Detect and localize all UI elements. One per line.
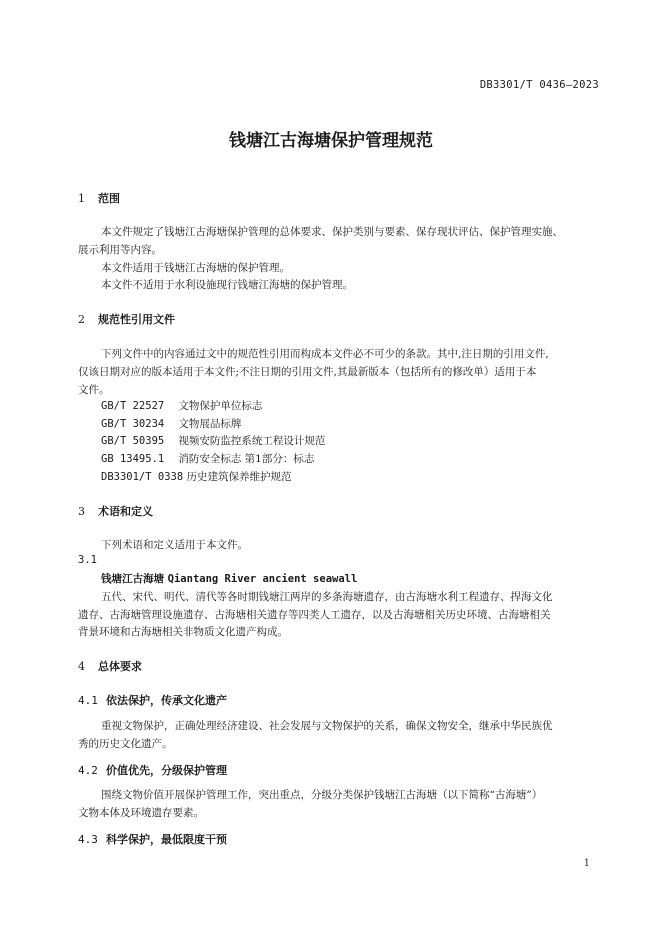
- reference-code: GB/T 50395: [101, 435, 165, 447]
- paragraph-line: 仅该日期对应的版本适用于本文件;不注日期的引用文件,其最新版本（包括所有的修改单）适用于本: [78, 366, 537, 378]
- paragraph-line: 本文件适用于钱塘江古海塘的保护管理。: [101, 262, 290, 274]
- subsection-heading-4-3: [78, 831, 227, 847]
- subsection-number: 4.1: [78, 694, 98, 707]
- paragraph-line: 秀的历史文化遗产。: [78, 738, 173, 750]
- paragraph-line: 下列文件中的内容通过文中的规范性引用而构成本文件必不可少的条款。其中,注日期的引用文件,: [101, 348, 549, 360]
- reference-title: 历史建筑保养维护规范: [186, 471, 292, 483]
- section-heading-4: [78, 658, 142, 674]
- reference-code: GB 13495.1: [101, 453, 165, 465]
- reference-item: [101, 398, 262, 413]
- paragraph-line: 遗存、古海塘管理设施遗存、古海塘相关遗存等四类人工遗存，以及古海塘相关历史环境、古海塘相关: [78, 609, 551, 621]
- term-heading: [101, 571, 357, 586]
- section-number: 3: [78, 505, 85, 518]
- page-title: 钱塘江古海塘保护管理规范: [229, 131, 433, 151]
- reference-code: GB/T 30234: [101, 418, 165, 430]
- section-number: 4: [78, 660, 85, 673]
- paragraph-line: 下列术语和定义适用于本文件。: [101, 539, 248, 551]
- reference-item: [101, 433, 325, 448]
- subsection-number: 4.2: [78, 764, 98, 777]
- reference-item: [101, 451, 314, 466]
- reference-title: 文物保护单位标志: [178, 400, 263, 412]
- section-title: 范围: [98, 192, 120, 205]
- section-heading-1: [78, 190, 120, 206]
- section-number: 1: [78, 192, 85, 205]
- reference-item: [101, 469, 292, 484]
- subsection-heading-4-2: [78, 762, 227, 778]
- subsection-title: 依法保护，传承文化遗产: [106, 694, 227, 707]
- page-number: 1: [583, 858, 590, 869]
- subsection-heading-4-1: [78, 692, 227, 708]
- section-heading-2: [78, 311, 175, 327]
- reference-title: 视频安防监控系统工程设计规范: [178, 435, 326, 447]
- section-title: 规范性引用文件: [98, 313, 175, 326]
- reference-item: [101, 416, 241, 431]
- document-id: DB3301/T 0436—2023: [479, 79, 599, 91]
- paragraph-line: 文物本体及环境遗存要素。: [78, 807, 204, 819]
- section-number: 2: [78, 313, 85, 326]
- subsection-number: 4.3: [78, 833, 98, 846]
- reference-code: DB3301/T 0338: [101, 471, 184, 483]
- paragraph-line: 围绕文物价值开展保护管理工作，突出重点，分级分类保护钱塘江古海塘（以下简称“古海塘”）: [101, 789, 543, 801]
- section-title: 术语和定义: [98, 505, 153, 518]
- reference-code: GB/T 22527: [101, 400, 165, 412]
- section-title: 总体要求: [98, 660, 142, 673]
- paragraph-line: 展示利用等内容。: [78, 244, 162, 256]
- term-chinese: 钱塘江古海塘: [101, 573, 164, 585]
- term-english: Qiantang River ancient seawall: [167, 573, 358, 585]
- subsection-title: 科学保护，最低限度干预: [106, 833, 227, 846]
- paragraph-line: 文件。: [78, 384, 110, 396]
- paragraph-line: 背景环境和古海塘相关非物质文化遗产构成。: [78, 626, 288, 638]
- paragraph-line: 五代、宋代、明代、清代等各时期钱塘江两岸的多条海塘遗存，由古海塘水利工程遗存、捍海文化: [101, 591, 553, 603]
- subsection-title: 价值优先，分级保护管理: [106, 764, 227, 777]
- paragraph-line: 重视文物保护，正确处理经济建设、社会发展与文物保护的关系，确保文物安全，继承中华民族优: [101, 720, 553, 732]
- term-number: 3.1: [78, 554, 97, 566]
- reference-title: 文物展品标牌: [178, 418, 242, 430]
- section-heading-3: [78, 503, 153, 519]
- reference-title: 消防安全标志 第1部分：标志: [178, 453, 315, 465]
- paragraph-line: 本文件不适用于水利设施现行钱塘江海塘的保护管理。: [101, 279, 353, 291]
- paragraph-line: 本文件规定了钱塘江古海塘保护管理的总体要求、保护类别与要素、保存现状评估、保护管理实施、: [101, 226, 563, 238]
